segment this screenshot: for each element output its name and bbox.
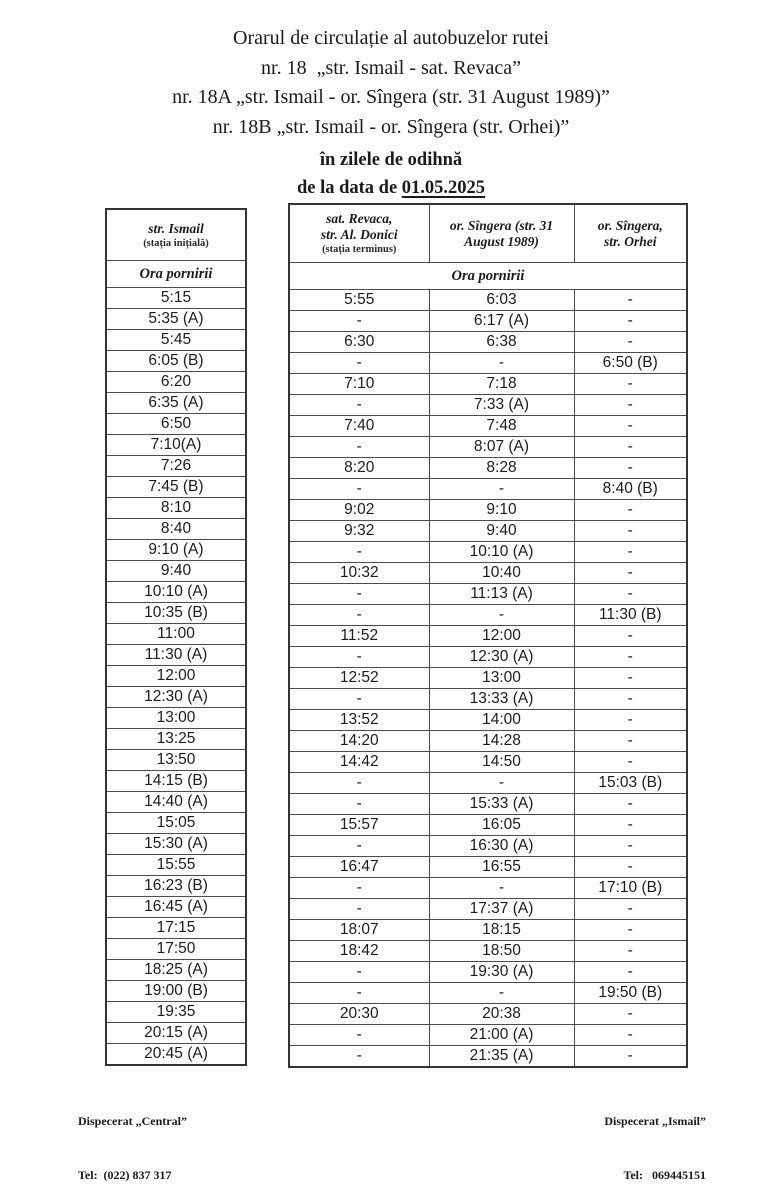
time-cell: - <box>574 647 687 668</box>
time-cell: - <box>289 773 429 794</box>
time-cell: 15:03 (B) <box>574 773 687 794</box>
table-row <box>106 414 246 435</box>
time-cell: 18:42 <box>289 941 429 962</box>
time-cell: - <box>574 731 687 752</box>
time-cell: 9:40 <box>429 521 574 542</box>
table-row <box>289 941 687 962</box>
table-row <box>289 920 687 941</box>
table-row <box>106 582 246 603</box>
time-cell: 14:00 <box>429 710 574 731</box>
table-row <box>289 689 687 710</box>
table-row <box>289 815 687 836</box>
terminus-departure-table <box>288 203 688 1068</box>
table-row <box>289 332 687 353</box>
time-cell: - <box>574 836 687 857</box>
table-row <box>106 1023 246 1044</box>
table-row <box>289 836 687 857</box>
table-row <box>106 372 246 393</box>
time-cell: - <box>574 1025 687 1046</box>
time-cell: - <box>574 521 687 542</box>
time-cell: - <box>289 878 429 899</box>
table-row <box>106 519 246 540</box>
time-cell: - <box>574 332 687 353</box>
time-cell: 13:52 <box>289 710 429 731</box>
table-row <box>289 563 687 584</box>
time-cell: 14:50 <box>429 752 574 773</box>
table-row <box>289 374 687 395</box>
time-cell: 21:35 (A) <box>429 1046 574 1068</box>
table-row <box>106 624 246 645</box>
time-cell: - <box>574 710 687 731</box>
table-row <box>289 1004 687 1025</box>
time-cell: 18:07 <box>289 920 429 941</box>
table-row <box>106 855 246 876</box>
table-row <box>106 876 246 897</box>
singera-orhei-name-line2: str. Orhei <box>603 233 657 249</box>
time-cell: 13:33 (A) <box>429 689 574 710</box>
table-row <box>289 773 687 794</box>
table-row <box>106 498 246 519</box>
time-cell: - <box>574 542 687 563</box>
effective-date: 01.05.2025 <box>401 178 486 198</box>
time-cell: 12:30 (A) <box>106 687 246 708</box>
time-cell: 9:40 <box>106 561 246 582</box>
time-cell: 12:52 <box>289 668 429 689</box>
table-row <box>289 458 687 479</box>
title-route-heading: Orarul de circulație al autobuzelor rutei <box>233 27 549 49</box>
table-row <box>106 792 246 813</box>
time-cell: 12:30 (A) <box>429 647 574 668</box>
time-cell: - <box>574 815 687 836</box>
time-cell: 6:30 <box>289 332 429 353</box>
terminus-table-body <box>289 290 687 1068</box>
time-cell: 13:50 <box>106 750 246 771</box>
table-row <box>106 939 246 960</box>
time-cell: 19:30 (A) <box>429 962 574 983</box>
effective-date-line <box>0 174 782 202</box>
time-cell: 14:42 <box>289 752 429 773</box>
table-row <box>289 752 687 773</box>
dispatcher-central-tel: Tel: (022) 837 317 <box>78 1168 172 1182</box>
time-cell: - <box>574 416 687 437</box>
time-cell: 16:30 (A) <box>429 836 574 857</box>
time-cell: 15:30 (A) <box>106 834 246 855</box>
time-cell: 14:15 (B) <box>106 771 246 792</box>
table-row <box>106 561 246 582</box>
table-row <box>289 290 687 311</box>
time-cell: 5:15 <box>106 288 246 309</box>
terminus-departure-time-header: Ora pornirii <box>289 263 687 290</box>
table-row <box>289 731 687 752</box>
time-cell: 11:00 <box>106 624 246 645</box>
time-cell: 6:20 <box>106 372 246 393</box>
time-cell: - <box>289 983 429 1004</box>
time-cell: - <box>289 437 429 458</box>
revaca-station-name-line2: str. Al. Donici <box>320 227 398 242</box>
time-cell: 16:23 (B) <box>106 876 246 897</box>
time-cell: 16:55 <box>429 857 574 878</box>
table-row <box>289 668 687 689</box>
table-row <box>289 353 687 374</box>
time-cell: 9:10 (A) <box>106 540 246 561</box>
time-cell: - <box>289 395 429 416</box>
time-cell: 21:00 (A) <box>429 1025 574 1046</box>
time-cell: 6:50 (B) <box>574 353 687 374</box>
time-cell: - <box>574 458 687 479</box>
time-cell: 10:10 (A) <box>429 542 574 563</box>
table-row <box>106 645 246 666</box>
time-cell: 10:40 <box>429 563 574 584</box>
singera-orhei-station-header <box>574 204 687 263</box>
time-cell: 16:47 <box>289 857 429 878</box>
table-row <box>289 584 687 605</box>
table-row <box>289 878 687 899</box>
time-cell: - <box>289 647 429 668</box>
table-row <box>289 437 687 458</box>
time-cell: 20:30 <box>289 1004 429 1025</box>
time-cell: 14:20 <box>289 731 429 752</box>
table-row <box>289 479 687 500</box>
dispatcher-ismail-tel: Tel: 069445151 <box>623 1168 706 1182</box>
time-cell: - <box>574 290 687 311</box>
table-row <box>289 899 687 920</box>
time-cell: - <box>574 584 687 605</box>
time-cell: 12:00 <box>429 626 574 647</box>
time-cell: - <box>289 899 429 920</box>
table-row <box>289 416 687 437</box>
document-title <box>0 24 782 202</box>
time-cell: 15:05 <box>106 813 246 834</box>
table-row <box>289 395 687 416</box>
time-cell: - <box>574 626 687 647</box>
time-cell: 7:48 <box>429 416 574 437</box>
table-row <box>106 750 246 771</box>
time-cell: - <box>574 374 687 395</box>
time-cell: 7:45 (B) <box>106 477 246 498</box>
table-row <box>289 983 687 1004</box>
time-cell: - <box>289 962 429 983</box>
time-cell: 5:45 <box>106 330 246 351</box>
dispatcher-central-block <box>78 1076 187 1202</box>
time-cell: - <box>289 479 429 500</box>
time-cell: - <box>574 437 687 458</box>
ismail-table-body <box>106 288 246 1066</box>
time-cell: - <box>574 500 687 521</box>
time-cell: - <box>289 794 429 815</box>
time-cell: - <box>574 1004 687 1025</box>
time-cell: 20:15 (A) <box>106 1023 246 1044</box>
time-cell: 6:03 <box>429 290 574 311</box>
time-cell: 5:55 <box>289 290 429 311</box>
table-row <box>289 311 687 332</box>
table-row <box>289 710 687 731</box>
table-row <box>106 309 246 330</box>
time-cell: 16:45 (A) <box>106 897 246 918</box>
singera-august-name-line1: or. Sîngera (str. 31 <box>449 217 554 233</box>
time-cell: 17:10 (B) <box>574 878 687 899</box>
time-cell: 18:25 (A) <box>106 960 246 981</box>
time-cell: 6:38 <box>429 332 574 353</box>
table-row <box>106 1002 246 1023</box>
time-cell: - <box>289 311 429 332</box>
table-row <box>106 729 246 750</box>
time-cell: 9:02 <box>289 500 429 521</box>
table-row <box>289 962 687 983</box>
time-cell: 6:35 (A) <box>106 393 246 414</box>
time-cell: 7:33 (A) <box>429 395 574 416</box>
time-cell: 8:20 <box>289 458 429 479</box>
ismail-station-header <box>106 209 246 261</box>
revaca-station-name-line1: sat. Revaca, <box>326 211 393 226</box>
time-cell: - <box>289 836 429 857</box>
title-route-18a: nr. 18A „str. Ismail - or. Sîngera (str. 31 August 1989)” <box>172 86 610 108</box>
time-cell: 7:40 <box>289 416 429 437</box>
schedule-type-label: în zilele de odihnă <box>319 150 463 170</box>
time-cell: 6:17 (A) <box>429 311 574 332</box>
time-cell: - <box>574 941 687 962</box>
time-cell: 15:33 (A) <box>429 794 574 815</box>
time-cell: - <box>429 479 574 500</box>
time-cell: 7:10 <box>289 374 429 395</box>
table-row <box>106 708 246 729</box>
ismail-departure-table <box>105 208 247 1066</box>
time-cell: 15:55 <box>106 855 246 876</box>
time-cell: - <box>574 899 687 920</box>
table-row <box>106 456 246 477</box>
time-cell: - <box>574 794 687 815</box>
singera-august-name-line2: August 1989) <box>464 233 539 249</box>
time-cell: 6:05 (B) <box>106 351 246 372</box>
time-cell: - <box>429 773 574 794</box>
time-cell: 7:26 <box>106 456 246 477</box>
time-cell: - <box>574 857 687 878</box>
table-row <box>289 857 687 878</box>
time-cell: 19:50 (B) <box>574 983 687 1004</box>
revaca-station-note: (stația terminus) <box>322 244 397 255</box>
table-row <box>106 813 246 834</box>
table-row <box>106 771 246 792</box>
time-cell: - <box>574 311 687 332</box>
dispatcher-central-name: Dispecerat „Central” <box>78 1114 187 1128</box>
time-cell: 20:45 (A) <box>106 1044 246 1066</box>
ismail-station-note: (stația inițială) <box>143 237 209 249</box>
table-row <box>106 330 246 351</box>
time-cell: - <box>289 1025 429 1046</box>
table-row <box>289 626 687 647</box>
time-cell: 17:37 (A) <box>429 899 574 920</box>
time-cell: - <box>574 395 687 416</box>
table-row <box>106 540 246 561</box>
time-cell: - <box>574 563 687 584</box>
table-row <box>106 435 246 456</box>
table-row <box>106 393 246 414</box>
table-row <box>289 1046 687 1068</box>
table-row <box>106 288 246 309</box>
time-cell: 17:50 <box>106 939 246 960</box>
table-row <box>289 605 687 626</box>
time-cell: - <box>429 878 574 899</box>
time-cell: 14:40 (A) <box>106 792 246 813</box>
time-cell: 11:13 (A) <box>429 584 574 605</box>
table-row <box>289 500 687 521</box>
time-cell: 13:00 <box>429 668 574 689</box>
time-cell: 14:28 <box>429 731 574 752</box>
table-row <box>106 477 246 498</box>
time-cell: 5:35 (A) <box>106 309 246 330</box>
table-row <box>106 897 246 918</box>
time-cell: - <box>574 668 687 689</box>
time-cell: - <box>289 584 429 605</box>
dispatcher-ismail-block <box>604 1076 706 1202</box>
ismail-departure-time-header: Ora pornirii <box>106 261 246 288</box>
time-cell: 8:10 <box>106 498 246 519</box>
date-prefix-label: de la data de <box>296 178 402 198</box>
singera-orhei-name-line1: or. Sîngera, <box>597 217 663 233</box>
time-cell: 18:15 <box>429 920 574 941</box>
time-cell: 6:50 <box>106 414 246 435</box>
table-row <box>106 960 246 981</box>
time-cell: 19:00 (B) <box>106 981 246 1002</box>
title-route-18: nr. 18 „str. Ismail - sat. Revaca” <box>261 56 521 79</box>
time-cell: 15:57 <box>289 815 429 836</box>
time-cell: - <box>574 1046 687 1068</box>
time-cell: 7:18 <box>429 374 574 395</box>
time-cell: - <box>574 752 687 773</box>
time-cell: 7:10(A) <box>106 435 246 456</box>
time-cell: 11:52 <box>289 626 429 647</box>
time-cell: - <box>574 920 687 941</box>
time-cell: - <box>429 605 574 626</box>
table-row <box>289 1025 687 1046</box>
time-cell: - <box>289 353 429 374</box>
ismail-station-name: str. Ismail <box>148 220 204 236</box>
time-cell: 20:38 <box>429 1004 574 1025</box>
table-row <box>106 666 246 687</box>
time-cell: 11:30 (A) <box>106 645 246 666</box>
time-cell: 8:40 <box>106 519 246 540</box>
table-row <box>106 834 246 855</box>
time-cell: 17:15 <box>106 918 246 939</box>
time-cell: 16:05 <box>429 815 574 836</box>
table-row <box>106 1044 246 1066</box>
table-row <box>106 918 246 939</box>
time-cell: - <box>289 1046 429 1068</box>
dispatcher-ismail-name: Dispecerat „Ismail” <box>604 1114 706 1128</box>
table-row <box>289 647 687 668</box>
time-cell: 13:25 <box>106 729 246 750</box>
singera-august-station-header <box>429 204 574 263</box>
time-cell: 12:00 <box>106 666 246 687</box>
time-cell: 11:30 (B) <box>574 605 687 626</box>
time-cell: 10:10 (A) <box>106 582 246 603</box>
time-cell: - <box>289 605 429 626</box>
time-cell: 9:32 <box>289 521 429 542</box>
time-cell: - <box>289 689 429 710</box>
time-cell: - <box>574 689 687 710</box>
table-row <box>289 794 687 815</box>
time-cell: - <box>574 962 687 983</box>
time-cell: 10:32 <box>289 563 429 584</box>
table-row <box>106 351 246 372</box>
table-row <box>106 687 246 708</box>
table-row <box>289 521 687 542</box>
time-cell: - <box>289 542 429 563</box>
time-cell: - <box>429 983 574 1004</box>
time-cell: 18:50 <box>429 941 574 962</box>
time-cell: 10:35 (B) <box>106 603 246 624</box>
table-row <box>289 542 687 563</box>
time-cell: 9:10 <box>429 500 574 521</box>
time-cell: 8:28 <box>429 458 574 479</box>
time-cell: 13:00 <box>106 708 246 729</box>
time-cell: 8:07 (A) <box>429 437 574 458</box>
table-row <box>106 603 246 624</box>
time-cell: 19:35 <box>106 1002 246 1023</box>
time-cell: - <box>429 353 574 374</box>
revaca-station-header <box>289 204 429 263</box>
title-route-18b: nr. 18B „str. Ismail - or. Sîngera (str. Orhei)” <box>212 115 570 138</box>
time-cell: 8:40 (B) <box>574 479 687 500</box>
table-row <box>106 981 246 1002</box>
